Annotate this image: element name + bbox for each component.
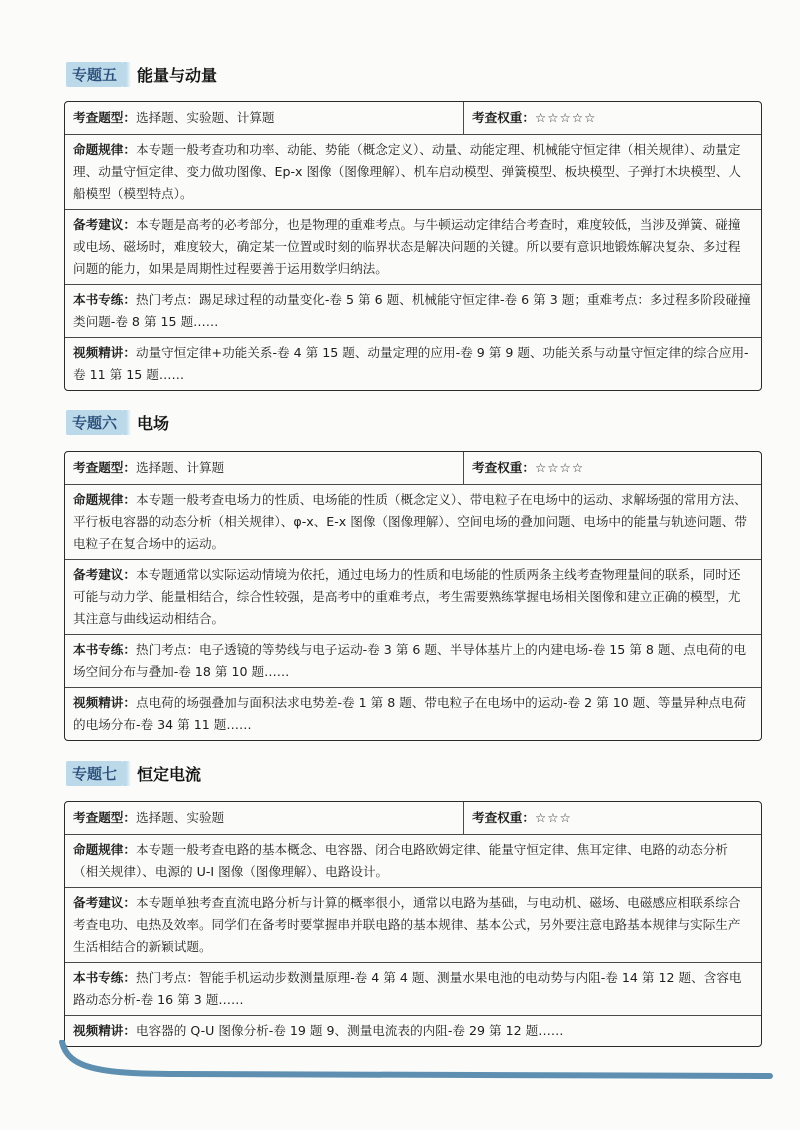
book-label: 本书专练：: [73, 292, 136, 307]
advice-label: 备考建议：: [73, 567, 136, 582]
advice-row: [65, 210, 761, 285]
rule-row: [65, 135, 761, 210]
book-label: 本书专练：: [73, 642, 136, 657]
types-row: [65, 802, 761, 835]
rule-label: 命题规律：: [73, 842, 136, 857]
section-table-7: [64, 801, 762, 1047]
advice-row: [65, 888, 761, 963]
section-title: 恒定电流: [137, 764, 202, 784]
video-label: 视频精讲：: [73, 695, 136, 710]
decorative-page-curve: [58, 1040, 778, 1080]
weight-stars: ☆☆☆☆☆: [534, 110, 597, 125]
video-row: [65, 688, 761, 740]
types-value: 选择题、实验题: [135, 810, 225, 825]
rule-label: 命题规律：: [73, 492, 136, 507]
section-tag: 专题七: [66, 761, 123, 786]
types-value: 选择题、计算题: [135, 460, 225, 475]
weight-label: 考查权重：: [472, 460, 535, 475]
types-row: [65, 102, 761, 135]
video-label: 视频精讲：: [73, 345, 136, 360]
types-value: 选择题、实验题、计算题: [135, 110, 275, 125]
rule-text: 本专题一般考查电路的基本概念、电容器、闭合电路欧姆定律、能量守恒定律、焦耳定律、电路的动态分析（相关规律）、电源的 U-I 图像（图像理解）、电路设计。: [73, 842, 728, 879]
section-title: 电场: [137, 413, 170, 433]
book-row: [65, 635, 761, 688]
book-label: 本书专练：: [73, 970, 136, 985]
advice-text: 本专题单独考查直流电路分析与计算的概率很小，通常以电路为基础，与电动机、磁场、电磁感应相联系综合考查电功、电热及效率。同学们在备考时要掌握串并联电路的基本规律、基本公式，另外要注意电路基本规律与实际生产生活相结合的新颖试题。: [73, 895, 741, 954]
rule-label: 命题规律：: [73, 142, 136, 157]
weight-stars: ☆☆☆: [534, 810, 572, 825]
book-row: [65, 285, 761, 338]
weight-stars: ☆☆☆☆: [534, 460, 585, 475]
rule-text: 本专题一般考查电场力的性质、电场能的性质（概念定义）、带电粒子在电场中的运动、求解场强的常用方法、平行板电容器的动态分析（相关规律）、φ-x、E-x 图像（图像理解）、空间电场的叠加问题、电场中的能量与轨迹问题、带电粒子在复合场中的运动。: [73, 492, 747, 551]
video-text: 电容器的 Q-U 图像分析-卷 19 题 9、测量电流表的内阻-卷 29 第 12 题……: [135, 1023, 564, 1038]
section-title: 能量与动量: [137, 65, 218, 85]
video-row: [65, 338, 761, 390]
section-header-7: [66, 760, 201, 786]
types-label: 考查题型：: [73, 110, 136, 125]
book-row: [65, 963, 761, 1016]
advice-label: 备考建议：: [73, 217, 136, 232]
advice-text: 本专题是高考的必考部分，也是物理的重难考点。与牛顿运动定律结合考查时，难度较低，当涉及弹簧、碰撞或电场、磁场时，难度较大，确定某一位置或时刻的临界状态是解决问题的关键。所以要有意识地锻炼解决复杂、多过程问题的能力，如果是周期性过程要善于运用数学归纳法。: [73, 217, 741, 276]
weight-label: 考查权重：: [472, 110, 535, 125]
rule-row: [65, 485, 761, 560]
advice-text: 本专题通常以实际运动情境为依托，通过电场力的性质和电场能的性质两条主线考查物理量间的联系，同时还可能与动力学、能量相结合，综合性较强，是高考中的重难考点，考生需要熟练掌握电场相关图像和建立正确的模型，尤其注意与曲线运动相结合。: [73, 567, 741, 626]
section-header-6: [66, 409, 169, 435]
types-row: [65, 452, 761, 485]
section-header-5: [66, 61, 217, 87]
video-label: 视频精讲：: [73, 1023, 136, 1038]
types-label: 考查题型：: [73, 460, 136, 475]
rule-text: 本专题一般考查功和功率、动能、势能（概念定义）、动量、动能定理、机械能守恒定律（相关规律）、动量定理、动量守恒定律、变力做功图像、Ep-x 图像（图像理解）、机车启动模型、弹簧模型、板块模型、子弹打木块模型、人船模型（模型特点）。: [73, 142, 741, 201]
book-text: 热门考点：踢足球过程的动量变化-卷 5 第 6 题、机械能守恒定律-卷 6 第 3 题；重难考点：多过程多阶段碰撞类问题-卷 8 第 15 题……: [73, 292, 751, 329]
types-label: 考查题型：: [73, 810, 136, 825]
section-table-6: [64, 451, 762, 741]
weight-label: 考查权重：: [472, 810, 535, 825]
video-text: 点电荷的场强叠加与面积法求电势差-卷 1 第 8 题、带电粒子在电场中的运动-卷 2 第 10 题、等量异种点电荷的电场分布-卷 34 第 11 题……: [73, 695, 747, 732]
section-tag: 专题六: [66, 410, 123, 435]
video-text: 动量守恒定律+功能关系-卷 4 第 15 题、动量定理的应用-卷 9 第 9 题、功能关系与动量守恒定律的综合应用-卷 11 第 15 题……: [73, 345, 749, 382]
section-tag: 专题五: [66, 62, 123, 87]
advice-label: 备考建议：: [73, 895, 136, 910]
book-text: 热门考点：电子透镜的等势线与电子运动-卷 3 第 6 题、半导体基片上的内建电场-卷 15 第 8 题、点电荷的电场空间分布与叠加-卷 18 第 10 题……: [73, 642, 747, 679]
book-text: 热门考点：智能手机运动步数测量原理-卷 4 第 4 题、测量水果电池的电动势与内阻-卷 14 第 12 题、含容电路动态分析-卷 16 第 3 题……: [73, 970, 742, 1007]
rule-row: [65, 835, 761, 888]
section-table-5: [64, 101, 762, 391]
advice-row: [65, 560, 761, 635]
